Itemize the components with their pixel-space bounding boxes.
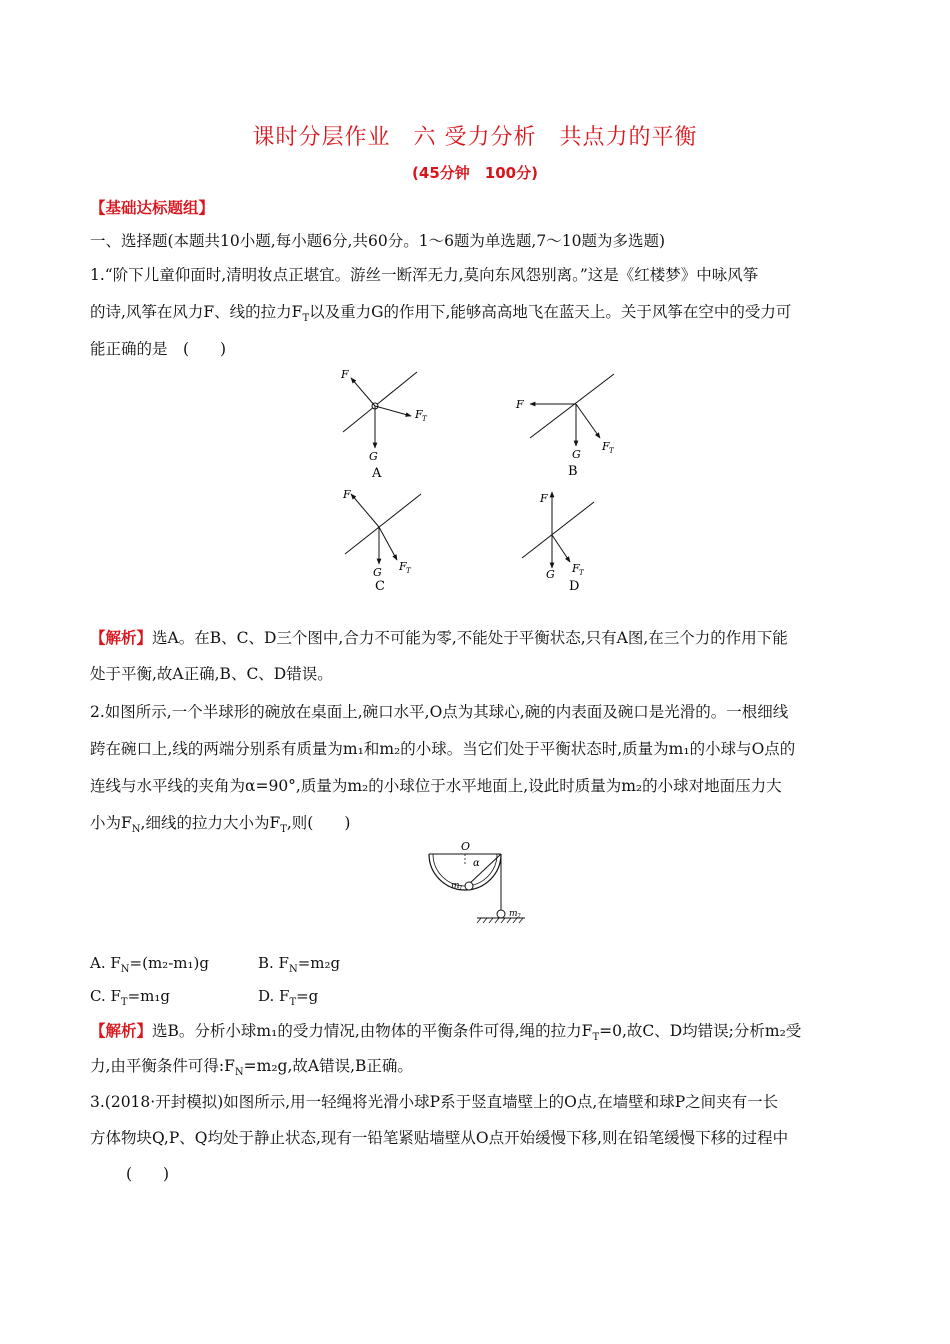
label-g: G: [373, 566, 382, 579]
label-ft: F: [399, 560, 407, 573]
q2-line-3: 连线与水平线的夹角为α=90°,质量为m₂的小球位于水平地面上,设此时质量为m₂的小球对地面压力大: [90, 777, 782, 795]
label-g: G: [572, 448, 581, 461]
label-f: F: [341, 368, 349, 381]
q1-figure-a: [325, 362, 445, 482]
force-ft-arrow: [576, 404, 600, 438]
label-ft: F: [415, 408, 423, 421]
caption-b: B: [568, 464, 578, 479]
label-ft: F: [602, 440, 610, 453]
q1-sub-t: T: [302, 313, 310, 325]
q2-line-2: 跨在碗口上,线的两端分别系有质量为m₁和m₂的小球。当它们处于平衡状态时,质量为m₁的小球与O点的: [90, 740, 796, 758]
q1-analysis-line-1: 【解析】选A。在B、C、D三个图中,合力不可能为零,不能处于平衡状态,只有A图,在三个力的作用下能: [90, 629, 788, 647]
force-ft-arrow: [552, 535, 570, 562]
q1-analysis-line-2: 处于平衡,故A正确,B、C、D错误。: [90, 665, 333, 683]
kite-line: [530, 374, 614, 438]
q2-analysis-line-2: 力,由平衡条件可得$:F_N=m_2g$,故A错误,B正确。: [90, 1057, 413, 1079]
page-title: 课时分层作业 六 受力分析 共点力的平衡: [252, 125, 698, 150]
q1-line-3: 能正确的是 ( ): [90, 340, 227, 358]
caption-c: C: [375, 579, 385, 594]
label-ft: F: [572, 562, 580, 575]
q3-line-1: 3.(2018·开封模拟)如图所示,用一轻绳将光滑小球P系于竖直墙壁上的O点,在墙壁和球P之间夹有一长: [90, 1093, 779, 1111]
analysis-label: 【解析】: [90, 629, 153, 647]
q1-line-1: 1.“阶下儿童仰面时,清明妆点正堪宜。游丝一断浑无力,莫向东风怨别离。”这是《红楼梦》中咏风筝: [90, 266, 759, 284]
q2-option-a: A. $F_N=(m_2-m_1)g$: [90, 954, 209, 975]
analysis-label: 【解析】: [90, 1022, 153, 1040]
q2-option-b: B. $F_N=m_2g$: [258, 954, 341, 975]
q2-analysis-line-1: 【解析】选B。分析小球m₁的受力情况,由物体的平衡条件可得,绳的拉力$F_T=0$,故C、D均错误;分析m₂受: [90, 1022, 802, 1044]
q1-line-2: 的诗,风筝在风力F、线的拉力$F_T$以及重力G的作用下,能够高高地飞在蓝天上。关于风筝在空中的受力可: [90, 303, 792, 325]
label-ft-sub: T: [406, 567, 411, 575]
q2-option-d: D. $F_T=g$: [258, 987, 319, 1008]
label-m2: m: [509, 909, 518, 919]
label-f: F: [516, 398, 524, 411]
q2-line-4: 小为$F_N$,细线的拉力大小为$F_T$,则( ): [90, 814, 351, 836]
label-g: G: [546, 568, 555, 581]
q1-figure-d: [510, 478, 630, 598]
q2-bowl-figure: [425, 836, 545, 926]
label-m1: m: [451, 881, 460, 891]
label-m1-sub: 1: [459, 885, 463, 892]
label-f: F: [540, 492, 548, 505]
kite-line: [522, 502, 594, 558]
label-m2-sub: 2: [517, 913, 521, 920]
q2-line-1: 2.如图所示,一个半球形的碗放在桌面上,碗口水平,O点为其球心,碗的内表面及碗口是光滑的。一根细线: [90, 703, 789, 721]
label-o: O: [461, 840, 471, 853]
q1-figure-c: [325, 478, 445, 598]
ball-m2: [497, 910, 505, 918]
force-ft-arrow: [375, 406, 411, 416]
q3-line-2: 方体物块Q,P、Q均处于静止状态,现有一铅笔紧贴墙壁从O点开始缓慢下移,则在铅笔缓慢下移的过程中: [90, 1129, 789, 1147]
force-f-arrow: [351, 378, 375, 406]
label-g: G: [369, 450, 378, 463]
caption-a: A: [372, 466, 382, 481]
label-ft-sub: T: [422, 415, 427, 423]
label-ft-sub: T: [579, 569, 584, 577]
section-label: 【基础达标题组】: [90, 199, 215, 217]
part-heading: 一、选择题(本题共10小题,每小题6分,共60分。1～6题为单选题,7～10题为多选题): [90, 232, 665, 250]
q2-option-c: C. $F_T=m_1g$: [90, 987, 170, 1008]
kite-line: [345, 494, 421, 554]
label-alpha: α: [473, 858, 480, 869]
force-ft-arrow: [379, 527, 397, 560]
label-f: F: [343, 488, 351, 501]
q3-line-3: ( ): [126, 1165, 170, 1183]
page-subtitle: (45分钟 100分): [412, 164, 538, 182]
force-f-arrow: [351, 494, 379, 527]
ball-m1: [465, 882, 473, 890]
caption-d: D: [569, 579, 580, 594]
label-ft-sub: T: [609, 447, 614, 455]
q1-figure-b: [510, 362, 630, 482]
